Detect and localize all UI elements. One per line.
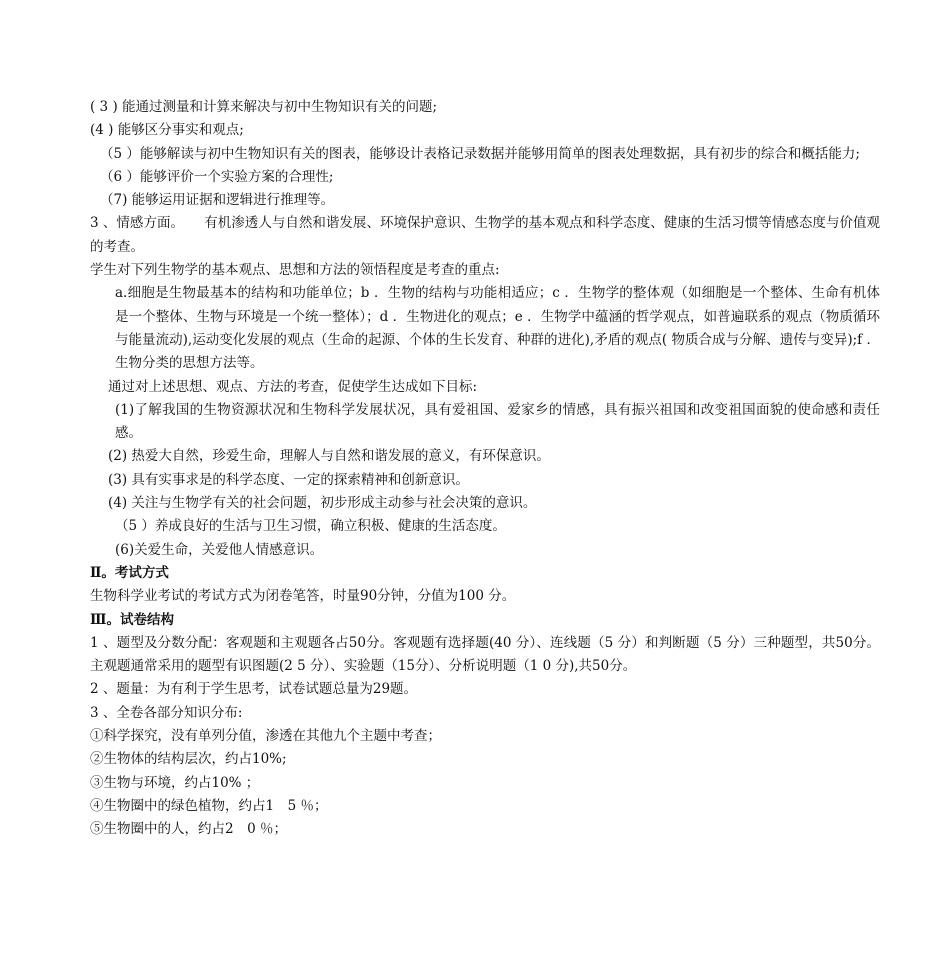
ability-item-4: (4 ) 能够区分事实和观点; xyxy=(90,122,244,139)
ability-item-6: （6 ）能够评价一个实验方案的合理性; xyxy=(100,168,334,185)
document-body xyxy=(60,96,880,842)
distribution-item: ②生物体的结构层次，约占10%; xyxy=(90,751,287,768)
goal-item-5: （5 ）养成良好的生活与卫生习惯，确立积极、健康的生活态度。 xyxy=(115,518,506,535)
emotion-paragraph: 3 、情感方面。 有机渗透人与自然和谐发展、环境保护意识、生物学的基本观点和科学态度、健康的生活习惯等情感态度与价值观的考查。 xyxy=(90,215,880,255)
ability-item-3: ( 3 ) 能通过测量和计算来解决与初中生物知识有关的问题; xyxy=(90,99,438,115)
exam-method-paragraph: 生物科学业考试的考试方式为闭卷笔答，时量90分钟，分值为100 分。 xyxy=(90,588,516,605)
focus-paragraph: 学生对下列生物学的基本观点、思想和方法的领悟程度是考查的重点: xyxy=(90,262,500,279)
structure-paragraph-1: 1 、题型及分数分配：客观题和主观题各占50分。客观题有选择题(40 分）、连线题（5 分）和判断题（5 分）三种题型，共50分。主观题通常采用的题型有识图题(2 5 分）、实验题（15分）、分析说明题（1 0 分),共50分。 xyxy=(90,634,880,675)
goals-intro: 通过对上述思想、观点、方法的考查，促使学生达成如下目标: xyxy=(108,378,478,395)
structure-paragraph-3: 3 、全卷各部分知识分布: xyxy=(90,704,243,721)
structure-paragraph-2: 2 、题量：为有利于学生思考，试卷试题总量为29题。 xyxy=(90,681,418,698)
distribution-item: ③生物与环境，约占10% ； xyxy=(90,774,260,791)
goal-item-4: (4) 关注与生物学有关的社会问题，初步形成主动参与社会决策的意识。 xyxy=(108,495,537,512)
goal-item-2: (2) 热爱大自然，珍爱生命，理解人与自然和谐发展的意义，有环保意识。 xyxy=(108,448,550,465)
ability-item-5: （5 ）能够解读与初中生物知识有关的图表，能够设计表格记录数据并能够用简单的图表处理数据，具有初步的综合和概括能力; xyxy=(100,145,860,162)
goal-item-3: (3) 具有实事求是的科学态度、一定的探索精神和创新意识。 xyxy=(108,471,469,488)
distribution-item: ④生物圈中的绿色植物，约占1 5 ％； xyxy=(90,797,328,814)
distribution-item: ⑤生物圈中的人，约占2 0 ％； xyxy=(90,821,287,838)
distribution-item: ①科学探究，没有单列分值，渗透在其他九个主题中考查； xyxy=(90,728,441,745)
ability-item-7: （7) 能够运用证据和逻辑进行推理等。 xyxy=(100,192,335,209)
goal-item-6: (6)关爱生命，关爱他人情感意识。 xyxy=(115,541,324,558)
goal-item-1: (1)了解我国的生物资源状况和生物科学发展状况，具有爱祖国、爱家乡的情感，具有振兴祖国和改变祖国面貌的使命感和责任感。 xyxy=(115,401,880,442)
section-heading-exam-method: Ⅱ。考试方式 xyxy=(90,564,169,581)
views-paragraph: a.细胞是生物最基本的结构和功能单位；b ．生物的结构与功能相适应；c ．生物学的整体观（如细胞是一个整体、生命有机体是一个整体、生物与环境是一个统一整体）；d ．生物进化的观点；e ．生物学中蕴涵的哲学观点，如普遍联系的观点（物质循环与能量流动),运动变化发展的观点（生命的起源、个体的生长发育、种群的进化),矛盾的观点( 物质合成与分解、遗传与变异);f ．生物分类的思想方法等。 xyxy=(115,285,880,372)
section-heading-paper-structure: Ⅲ。试卷结构 xyxy=(90,611,174,628)
